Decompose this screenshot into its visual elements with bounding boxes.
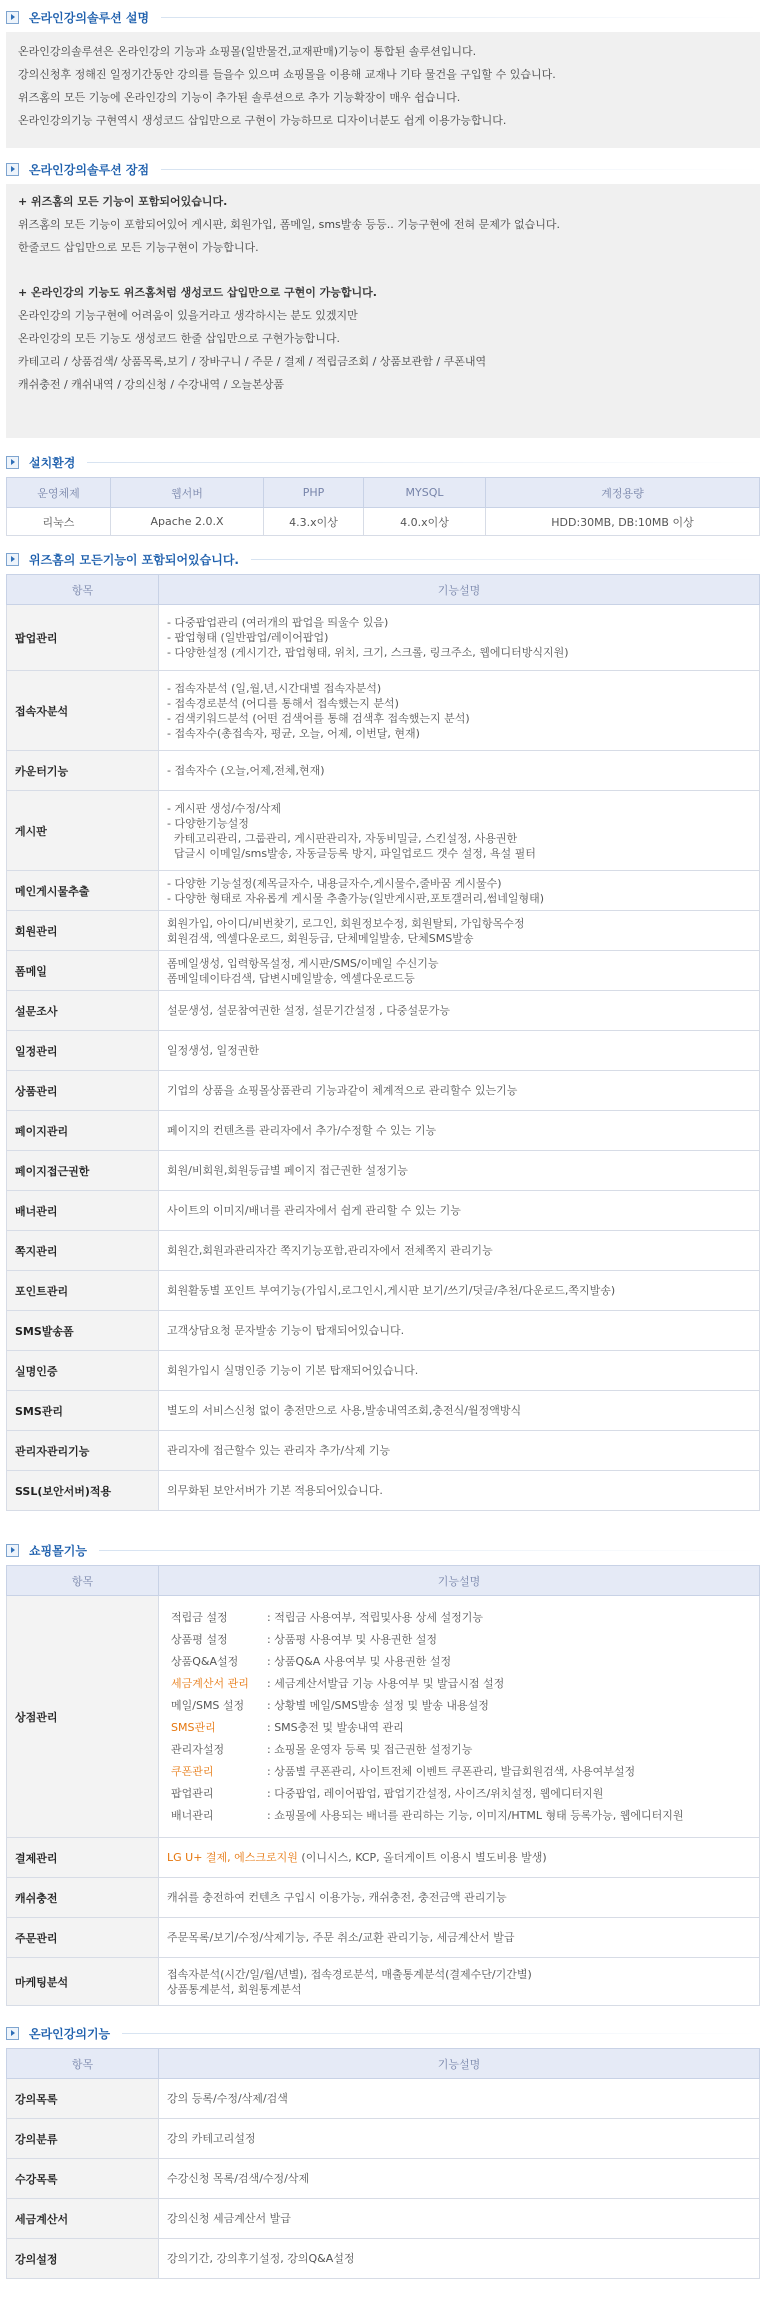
row-label: 게시판 [7,791,159,871]
arrow-bullet-icon [6,1544,19,1557]
row-description [159,1918,760,1958]
spacer [18,259,748,281]
description-line: - 다양한 형태로 자유롭게 게시물 추출가능(일반게시판,포토갤러리,썸네일형태) [167,891,545,905]
table-row [7,1391,760,1431]
description-line: 회원/비회원,회원등급별 페이지 접근권한 설정기능 [167,1164,408,1177]
description-line: 회원검색, 엑셀다운로드, 회원등급, 단체메일발송, 단체SMS발송 [167,931,474,945]
row-description [159,911,760,951]
section-title: 쇼핑몰기능 [29,1543,87,1558]
table-row [7,911,760,951]
table-row [7,1431,760,1471]
table-row [7,1958,760,2006]
section-intro [6,6,760,148]
description-line: 주문목록/보기/수정/삭제기능, 주문 취소/교환 관리기능, 세금계산서 발급 [167,1931,515,1944]
section-merits [6,158,760,438]
row-label: 실명인증 [7,1351,159,1391]
row-description [159,1391,760,1431]
column-header: 항목 [7,1566,159,1596]
section-header [6,548,760,570]
product-item-key: 팝업관리 [171,1786,214,1800]
product-item [171,1629,751,1651]
table-row [7,1878,760,1918]
description-line: 회원간,회원과관리자간 쪽지기능포함,관리자에서 전체쪽지 관리기능 [167,1244,493,1257]
table-row [7,605,760,671]
table-row [7,1918,760,1958]
intro-box [6,32,760,148]
section-header [6,6,760,28]
row-description [159,871,760,911]
section-title: 온라인강의솔루션 장점 [29,162,150,177]
row-label: 접속자분석 [7,671,159,751]
table-row [7,508,760,536]
table-cell: 리눅스 [7,508,111,536]
payment-note: (이니시스, KCP, 올더게이트 이용시 별도비용 발생) [297,1851,547,1864]
column-header: 웹서버 [111,478,264,508]
row-label: 회원관리 [7,911,159,951]
section-title: 위즈홈의 모든기능이 포함되어있습니다. [29,552,239,567]
row-description [159,2119,760,2159]
row-description [159,1111,760,1151]
row-label: 폼메일 [7,951,159,991]
row-label: 상품관리 [7,1071,159,1111]
row-label: 관리자관리기능 [7,1431,159,1471]
section-header [6,451,760,473]
product-item [171,1651,751,1673]
product-item-value: : 상품별 쿠폰관리, 사이트전체 이벤트 쿠폰관리, 발급회원검색, 사용여부설정 [267,1764,636,1778]
column-header: 운영체제 [7,478,111,508]
section-title: 온라인강의기능 [29,2026,111,2041]
row-label: 강의설정 [7,2239,159,2279]
description-line: 의무화된 보안서버가 기본 적용되어있습니다. [167,1484,383,1497]
column-header: 항목 [7,575,159,605]
description-line: 답글시 이메일/sms발송, 자동글등록 방지, 파일업로드 갯수 설정, 욕설 필터 [167,846,536,860]
product-item [171,1761,751,1783]
merit-line: 카테고리 / 상품검색/ 상품목록,보기 / 장바구니 / 주문 / 결제 / 적립금조회 / 상품보관함 / 쿠폰내역 [18,355,487,368]
arrow-bullet-icon [6,11,19,24]
product-item [171,1607,751,1629]
merits-box [6,184,760,438]
table-row [7,2079,760,2119]
product-item-key: 적립금 설정 [171,1610,228,1624]
product-item-value: : 쇼핑몰에 사용되는 배너를 관리하는 기능, 이미지/HTML 형태 등록가능, 웹에디터지원 [267,1808,684,1822]
table-cell: HDD:30MB, DB:10MB 이상 [486,508,760,536]
row-label: 세금계산서 [7,2199,159,2239]
section-environment [6,451,760,536]
intro-line: 온라인강의솔루션은 온라인강의 기능과 쇼핑몰(일반물건,교재판매)기능이 통합된 솔루션입니다. [18,45,477,58]
merit-line: 캐쉬충전 / 캐쉬내역 / 강의신청 / 수강내역 / 오늘본상품 [18,378,284,391]
description-line: - 접속자수(총접속자, 평균, 오늘, 어제, 이번달, 현재) [167,726,420,740]
merit-heading: + 온라인강의 기능도 위즈홈처럼 생성코드 삽입만으로 구현이 가능합니다. [18,286,377,299]
table-row [7,991,760,1031]
row-label: 페이지접근권한 [7,1151,159,1191]
table-row [7,1271,760,1311]
row-description [159,1311,760,1351]
description-line: - 접속자수 (오늘,어제,전체,현재) [167,764,325,777]
description-line: 관리자에 접근할수 있는 관리자 추가/삭제 기능 [167,1444,391,1457]
table-header-row [7,478,760,508]
description-line: 사이트의 이미지/배너를 관리자에서 쉽게 관리할 수 있는 기능 [167,1204,461,1217]
section-shop-features [6,1539,760,2006]
product-item-value: : 적립금 사용여부, 적립및사용 상세 설정기능 [267,1610,483,1624]
column-header: 기능설명 [159,575,760,605]
row-description [159,1878,760,1918]
row-label: 마케팅분석 [7,1958,159,2006]
divider [251,559,760,560]
description-line: 접속자분석(시간/일/월/년별), 접속경로분석, 매출통계분석(결제수단/기간별) [167,1967,532,1981]
merit-heading: + 위즈홈의 모든 기능이 포함되어있습니다. [18,195,228,208]
row-label: 상점관리 [7,1596,159,1838]
row-label: 강의목록 [7,2079,159,2119]
table-row [7,871,760,911]
table-row [7,1071,760,1111]
table-row [7,1311,760,1351]
row-description [159,2199,760,2239]
description-line: 기업의 상품을 쇼핑몰상품관리 기능과같이 체계적으로 관리할수 있는기능 [167,1084,518,1097]
row-label: 포인트관리 [7,1271,159,1311]
table-row [7,1471,760,1511]
row-description [159,1351,760,1391]
description-line: - 다양한설정 (게시기간, 팝업형태, 위치, 크기, 스크롤, 링크주소, 웹에디터방식지원) [167,646,569,659]
divider [87,462,760,463]
table-row [7,2159,760,2199]
description-line: - 다양한기능설정 [167,816,249,830]
section-header [6,1539,760,1561]
intro-line: 강의신청후 정해진 일정기간동안 강의를 들을수 있으며 쇼핑몰을 이용해 교재나 기타 물건을 구입할 수 있습니다. [18,68,556,81]
description-line: - 검색키워드분석 (어떤 검색어를 통해 검색후 접속했는지 분석) [167,711,470,725]
divider [122,2033,760,2034]
row-label: 일정관리 [7,1031,159,1071]
row-description [159,605,760,671]
section-wizhome-features [6,548,760,1511]
description-line: 페이지의 컨텐츠를 관리자에서 추가/수정할 수 있는 기능 [167,1124,437,1137]
shop-feature-table [6,1565,760,2006]
product-item-value: : 쇼핑몰 운영자 등록 및 접근권한 설정기능 [267,1742,473,1756]
column-header: 항목 [7,2049,159,2079]
description-line: 강의 카테고리설정 [167,2132,256,2145]
description-line: - 다중팝업관리 (여러개의 팝업을 띄울수 있음) [167,616,389,629]
table-header-row [7,575,760,605]
description-line: 카테고리관리, 그룹관리, 게시판관리자, 자동비밀글, 스킨설정, 사용권한 [167,831,518,845]
table-row [7,1151,760,1191]
environment-table [6,477,760,536]
description-line: - 게시판 생성/수정/삭제 [167,801,282,815]
row-description [159,2079,760,2119]
product-item-key: 상품평 설정 [171,1632,228,1646]
row-description [159,671,760,751]
divider [99,1550,760,1551]
table-row [7,1351,760,1391]
product-item-value: : 세금계산서발급 기능 사용여부 및 발급시점 설정 [267,1676,505,1690]
row-label: SSL(보안서버)적용 [7,1471,159,1511]
product-item-key: 쿠폰관리 [171,1764,214,1778]
row-description [159,2239,760,2279]
description-line: 강의신청 세금계산서 발급 [167,2212,291,2225]
row-description [159,1471,760,1511]
product-item-key: 세금계산서 관리 [171,1676,249,1690]
product-item-key: 메일/SMS 설정 [171,1698,245,1712]
row-description [159,1151,760,1191]
table-row [7,2239,760,2279]
product-item-value: : 상황별 메일/SMS발송 설정 및 발송 내용설정 [267,1698,489,1712]
description-line: - 팝업형태 (일반팝업/레이어팝업) [167,631,329,644]
description-line: 고객상담요청 문자발송 기능이 탑재되어있습니다. [167,1324,405,1337]
arrow-bullet-icon [6,163,19,176]
description-line: 상품통계분석, 회원통계분석 [167,1982,302,1996]
column-header: 기능설명 [159,2049,760,2079]
product-item-key: 관리자설정 [171,1742,225,1756]
product-item-value: : 상품평 사용여부 및 사용권한 설정 [267,1632,437,1646]
merit-line: 온라인강의 모든 기능도 생성코드 한줄 삽입만으로 구현가능합니다. [18,332,341,345]
table-row [7,1838,760,1878]
intro-line: 위즈홈의 모든 기능에 온라인강의 기능이 추가된 솔루션으로 추가 기능확장이 매우 쉽습니다. [18,91,461,104]
table-header-row [7,1566,760,1596]
section-header [6,2022,760,2044]
description-line: 일정생성, 일정권한 [167,1044,260,1057]
row-description [159,1431,760,1471]
row-label: 팝업관리 [7,605,159,671]
product-item-key: SMS관리 [171,1720,216,1734]
product-item [171,1805,751,1827]
description-line: 폼메일생성, 입력항목설정, 게시판/SMS/이메일 수신기능 [167,956,439,970]
table-row [7,1031,760,1071]
product-item [171,1717,751,1739]
table-row [7,2119,760,2159]
divider [161,169,760,170]
arrow-bullet-icon [6,2027,19,2040]
merit-line: 위즈홈의 모든 기능이 포함되어있어 게시판, 회원가입, 폼메일, sms발송 등등.. 기능구현에 전혀 문제가 없습니다. [18,218,561,231]
product-item [171,1739,751,1761]
row-label: 수강목록 [7,2159,159,2199]
description-line: 캐쉬를 충전하여 컨텐츠 구입시 이용가능, 캐쉬충전, 충전금액 관리기능 [167,1891,507,1904]
wizhome-feature-table [6,574,760,1511]
description-line: 회원가입, 아이디/비번찾기, 로그인, 회원정보수정, 회원탈퇴, 가입항목수정 [167,916,525,930]
arrow-bullet-icon [6,456,19,469]
row-label: 배너관리 [7,1191,159,1231]
table-cell: 4.3.x이상 [264,508,364,536]
lecture-feature-table [6,2048,760,2279]
table-row [7,1596,760,1838]
product-item [171,1783,751,1805]
description-line: 설문생성, 설문참여권한 설정, 설문기간설정 , 다중설문가능 [167,1004,450,1017]
row-label: 카운터기능 [7,751,159,791]
product-item [171,1695,751,1717]
description-line: 별도의 서비스신청 없이 충전만으로 사용,발송내역조회,충전식/월정액방식 [167,1404,522,1417]
row-description [159,1958,760,2006]
table-row [7,671,760,751]
table-cell: 4.0.x이상 [364,508,486,536]
description-line: 강의 등록/수정/삭제/검색 [167,2092,288,2105]
product-item-key: 상품Q&A설정 [171,1654,239,1668]
row-label: 캐쉬충전 [7,1878,159,1918]
product-item-value: : 다중팝업, 레이어팝업, 팝업기간설정, 사이즈/위치설정, 웹에디터지원 [267,1786,604,1800]
row-description [159,1271,760,1311]
row-label: 결제관리 [7,1838,159,1878]
section-lecture-features [6,2022,760,2279]
table-row [7,1231,760,1271]
table-row [7,2199,760,2239]
description-line: 수강신청 목록/검색/수정/삭제 [167,2172,310,2185]
section-header [6,158,760,180]
row-label: SMS발송폼 [7,1311,159,1351]
row-label: 주문관리 [7,1918,159,1958]
row-description [159,791,760,871]
merit-line: 한줄코드 삽입만으로 모든 기능구현이 가능합니다. [18,241,259,254]
section-title: 온라인강의솔루션 설명 [29,10,150,25]
product-item-list [171,1607,751,1827]
row-description [159,1031,760,1071]
merit-line: 온라인강의 기능구현에 어려움이 있을거라고 생각하시는 분도 있겠지만 [18,309,358,322]
description-line: - 다양한 기능설정(제목글자수, 내용글자수,게시물수,줄바꿈 게시물수) [167,876,502,890]
column-header: MYSQL [364,478,486,508]
table-row [7,751,760,791]
row-label: 쪽지관리 [7,1231,159,1271]
table-row [7,791,760,871]
row-description [159,991,760,1031]
arrow-bullet-icon [6,553,19,566]
intro-line: 온라인강의기능 구현역시 생성코드 삽입만으로 구현이 가능하므로 디자이너분도 쉽게 이용가능합니다. [18,114,507,127]
row-description [159,1191,760,1231]
column-header: 기능설명 [159,1566,760,1596]
description-line: - 접속경로분석 (어디를 통해서 접속했는지 분석) [167,696,399,710]
column-header: 계정용량 [486,478,760,508]
row-label: SMS관리 [7,1391,159,1431]
row-description [159,951,760,991]
description-line: - 접속자분석 (일,월,년,시간대별 접속자분석) [167,681,382,695]
table-row [7,1111,760,1151]
description-line: 회원활동별 포인트 부여기능(가입시,로그인시,게시판 보기/쓰기/덧글/추천/다운로드,쪽지발송) [167,1284,616,1297]
description-line: 강의기간, 강의후기설정, 강의Q&A설정 [167,2252,355,2265]
column-header: PHP [264,478,364,508]
table-cell: Apache 2.0.X [111,508,264,536]
row-label: 페이지관리 [7,1111,159,1151]
divider [161,17,760,18]
row-description [159,1596,760,1838]
description-line: 회원가입시 실명인증 기능이 기본 탑재되어있습니다. [167,1364,419,1377]
row-description [159,1071,760,1111]
product-item-value: : SMS충전 및 발송내역 관리 [267,1720,404,1734]
product-item-key: 배너관리 [171,1808,214,1822]
row-description [159,2159,760,2199]
row-label: 강의분류 [7,2119,159,2159]
table-row [7,951,760,991]
row-description [159,1231,760,1271]
table-row [7,1191,760,1231]
product-item [171,1673,751,1695]
product-item-value: : 상품Q&A 사용여부 및 사용권한 설정 [267,1654,452,1668]
table-header-row [7,2049,760,2079]
row-label: 메인게시물추출 [7,871,159,911]
row-label: 설문조사 [7,991,159,1031]
description-line: 폼메일데이타검색, 답변시메일발송, 엑셀다운로드등 [167,971,415,985]
row-description [159,1838,760,1878]
section-title: 설치환경 [29,455,76,470]
row-description [159,751,760,791]
payment-highlight: LG U+ 결제, 에스크로지원 [167,1851,298,1864]
